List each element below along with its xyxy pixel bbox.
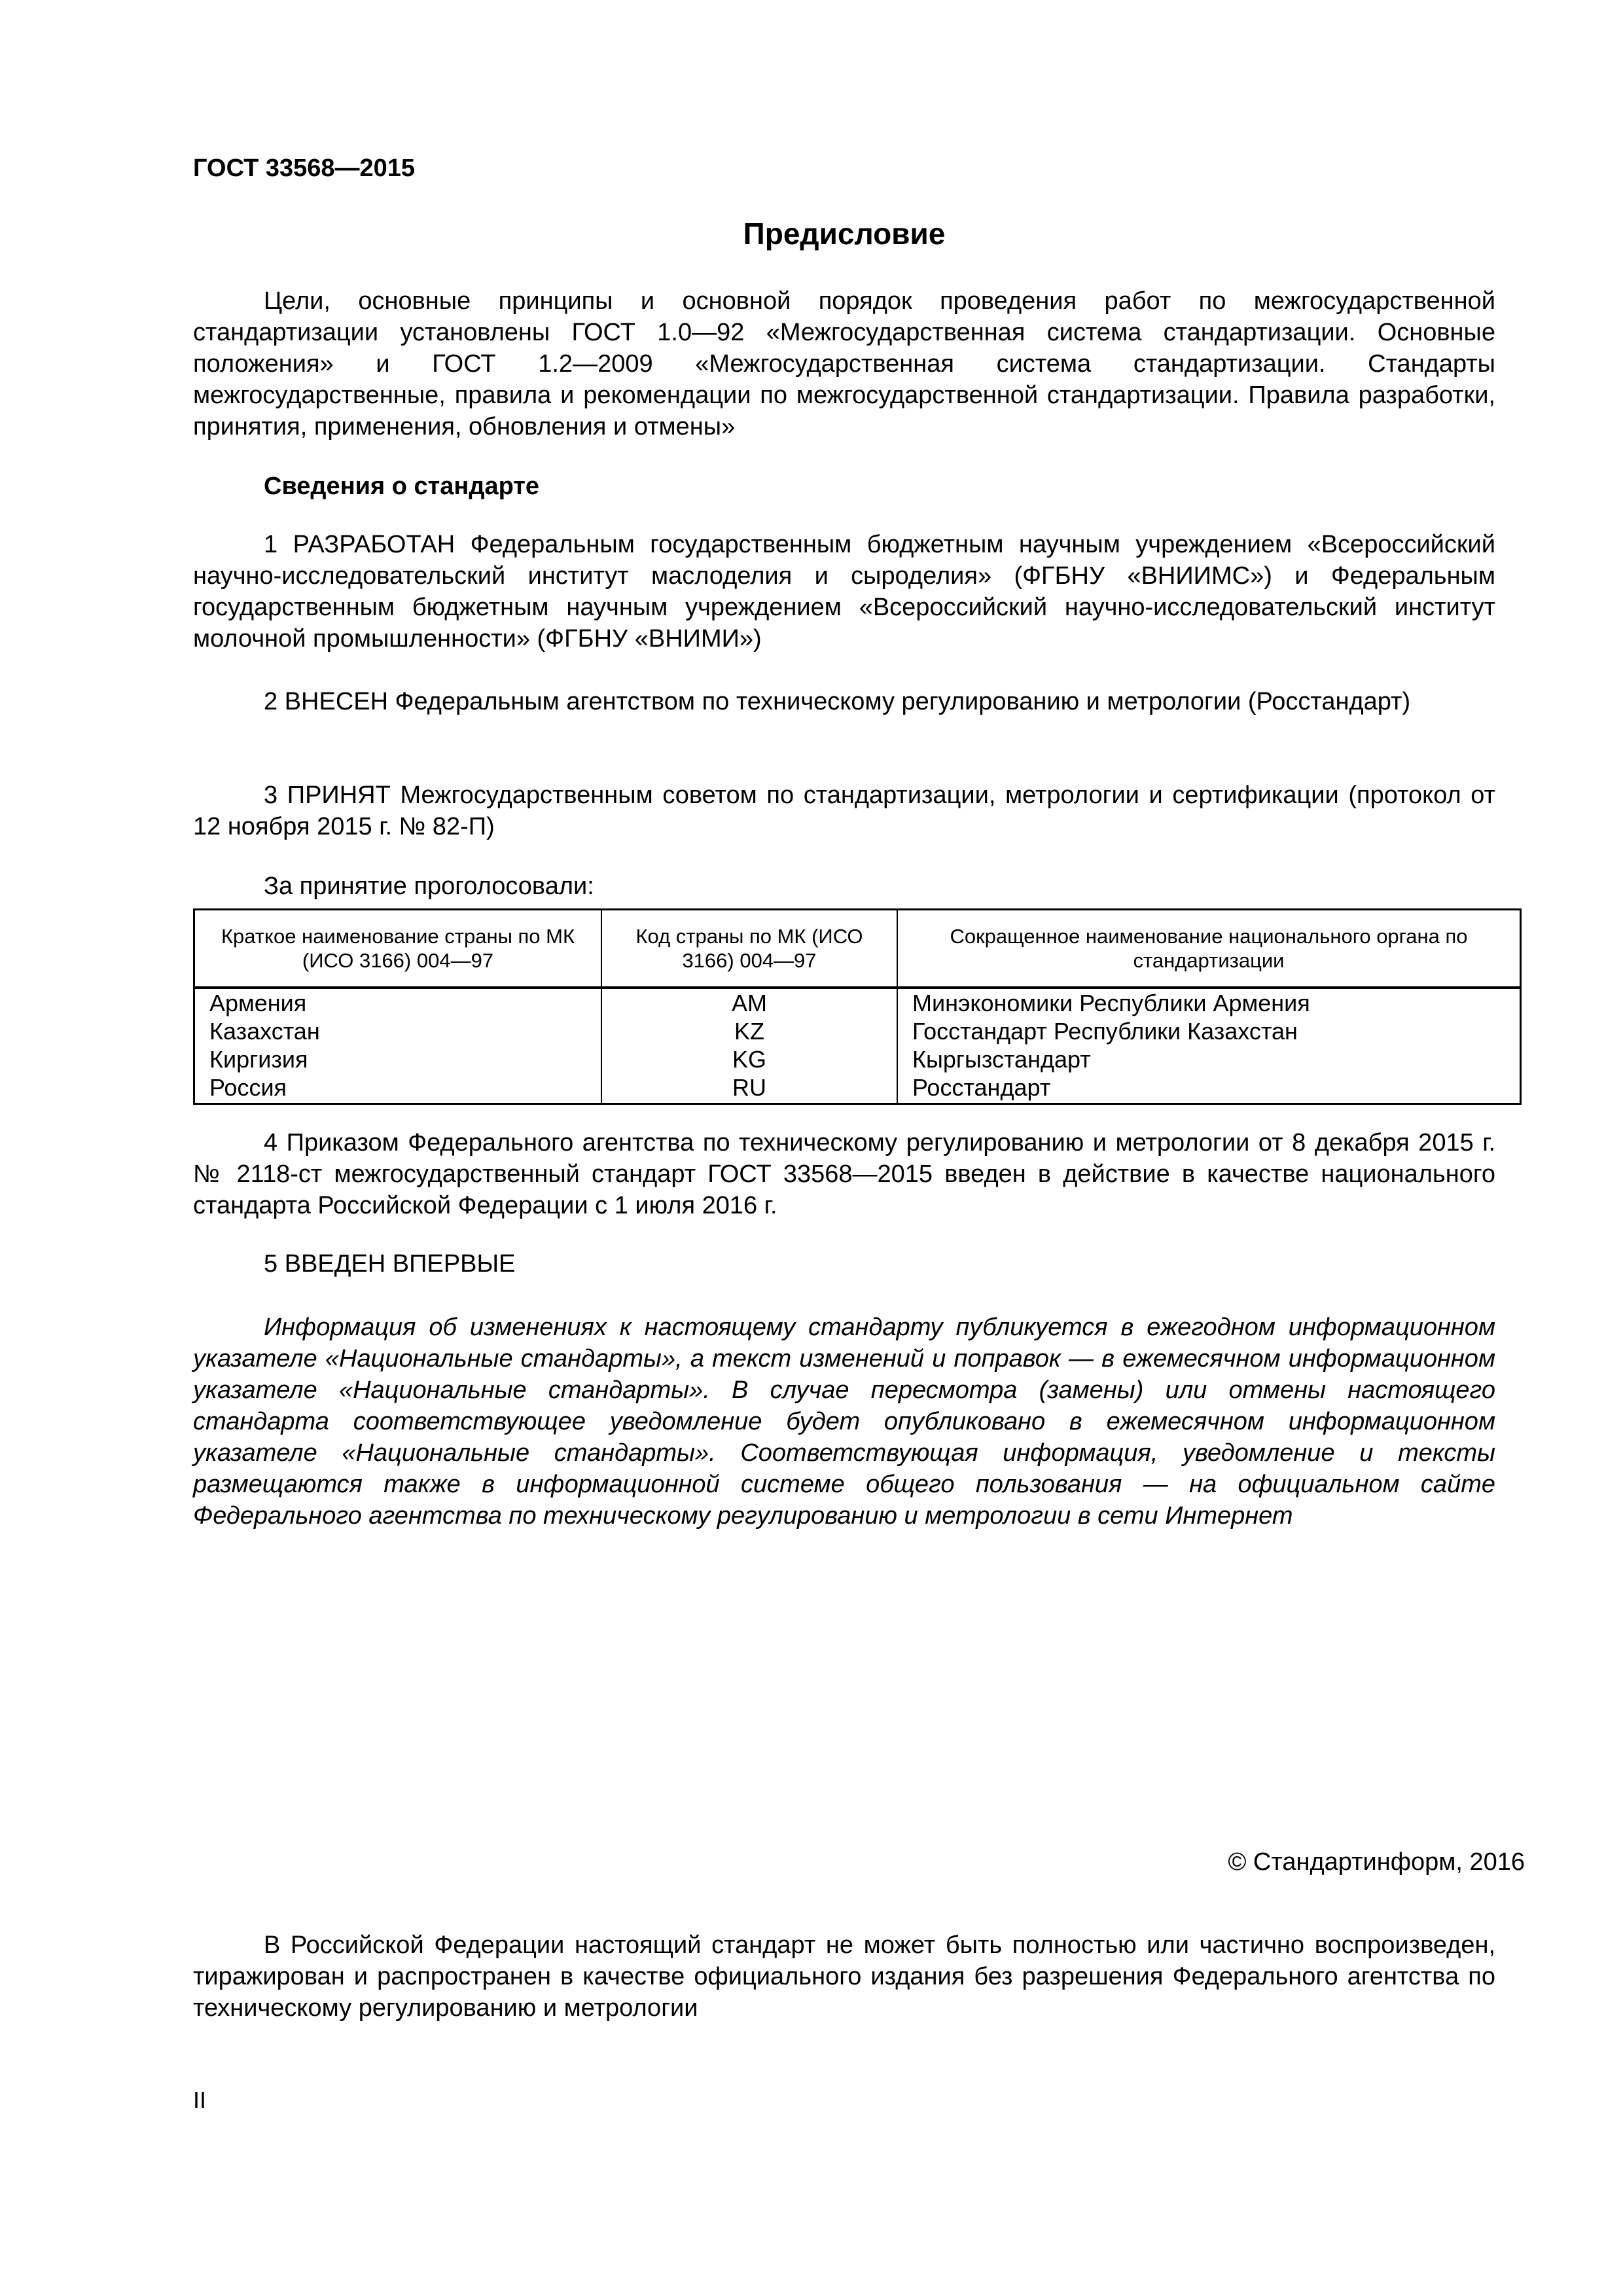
table-header-code: Код страны по МК (ИСО 3166) 004—97	[635, 925, 863, 972]
item-1-developed: 1 РАЗРАБОТАН Федеральным государственным бюджетным научным учреждением «Всероссийский научно-исследовательский институт маслоделия и сыроделия» (ФГБНУ «ВНИИМС») и Федеральным государственным бюджетным научным учреждением «Всероссийский научно-исследовательский институт молочной промышленности» (ФГБНУ «ВНИМИ»)	[193, 531, 1495, 653]
table-header-country: Краткое наименование страны по МК (ИСО 3166) 004—97	[221, 925, 575, 972]
table-cell-code: AM	[732, 990, 767, 1016]
table-header-row	[195, 910, 1520, 989]
table-body	[195, 989, 1520, 1103]
table-cell-code: KG	[732, 1046, 766, 1073]
table-cell-code: RU	[732, 1074, 766, 1101]
info-heading: Сведения о стандарте	[264, 473, 540, 500]
item-4-order: 4 Приказом Федерального агентства по техническому регулированию и метрологии от 8 декабря 2015 г. № 2118-ст межгосударственный стандарт ГОСТ 33568—2015 введен в действие в качестве национального стандарта Российской Федерации с 1 июля 2016 г.	[193, 1129, 1495, 1219]
table-cell-body: Госстандарт Республики Казахстан	[912, 1018, 1298, 1045]
table-cell-country: Армения	[209, 990, 307, 1016]
table-header-body: Сокращенное наименование национального органа по стандартизации	[950, 925, 1468, 972]
table-cell-country: Казахстан	[209, 1018, 320, 1045]
intro-paragraph: Цели, основные принципы и основной порядок проведения работ по межгосударственной стандартизации установлены ГОСТ 1.0—92 «Межгосударственная система стандартизации. Основные положения» и ГОСТ 1.2—2009 «Межгосударственная система стандартизации. Стандарты межгосударственные, правила и рекомендации по межгосударственной стандартизации. Правила разработки, принятия, применения, обновления и отмены»	[193, 287, 1495, 440]
table-cell-body: Кыргызстандарт	[912, 1046, 1091, 1073]
item-5-first-introduced: 5 ВВЕДЕН ВПЕРВЫЕ	[264, 1250, 516, 1278]
table-cell-code: KZ	[734, 1018, 764, 1045]
page-title: Предисловие	[743, 217, 946, 251]
document-page	[193, 0, 1525, 2296]
vote-caption: За принятие проголосовали:	[264, 872, 594, 900]
standard-code: ГОСТ 33568—2015	[193, 154, 416, 182]
changes-info-paragraph: Информация об изменениях к настоящему стандарту публикуется в ежегодном информационном указателе «Национальные стандарты», а текст изменений и поправок — в ежемесячном информационном указателе «Национальные стандарты». В случае пересмотра (замены) или отмены настоящего стандарта соответствующее уведомление будет опубликовано в ежемесячном информационном указателе «Национальные стандарты». Соответствующая информация, уведомление и тексты размещаются также в информационной системе общего пользования — на официальном сайте Федерального агентства по техническому регулированию и метрологии в сети Интернет	[193, 1314, 1495, 1530]
reproduction-notice: В Российской Федерации настоящий стандарт не может быть полностью или частично воспроизведен, тиражирован и распространен в качестве официального издания без разрешения Федерального агентства по техническому регулированию и метрологии	[193, 1931, 1495, 2022]
page-number: II	[193, 2087, 207, 2113]
vote-table	[193, 908, 1522, 1105]
table-cell-body: Минэкономики Республики Армения	[912, 990, 1310, 1016]
copyright-notice: © Стандартинформ, 2016	[1228, 1848, 1525, 1876]
item-2-introduced: 2 ВНЕСЕН Федеральным агентством по техническому регулированию и метрологии (Росстандарт)	[264, 688, 1411, 715]
table-cell-body: Росстандарт	[912, 1074, 1051, 1101]
item-3-adopted: 3 ПРИНЯТ Межгосударственным советом по стандартизации, метрологии и сертификации (протокол от 12 ноября 2015 г. № 82-П)	[193, 781, 1495, 840]
table-cell-country: Россия	[209, 1074, 287, 1101]
table-cell-country: Киргизия	[209, 1046, 308, 1073]
